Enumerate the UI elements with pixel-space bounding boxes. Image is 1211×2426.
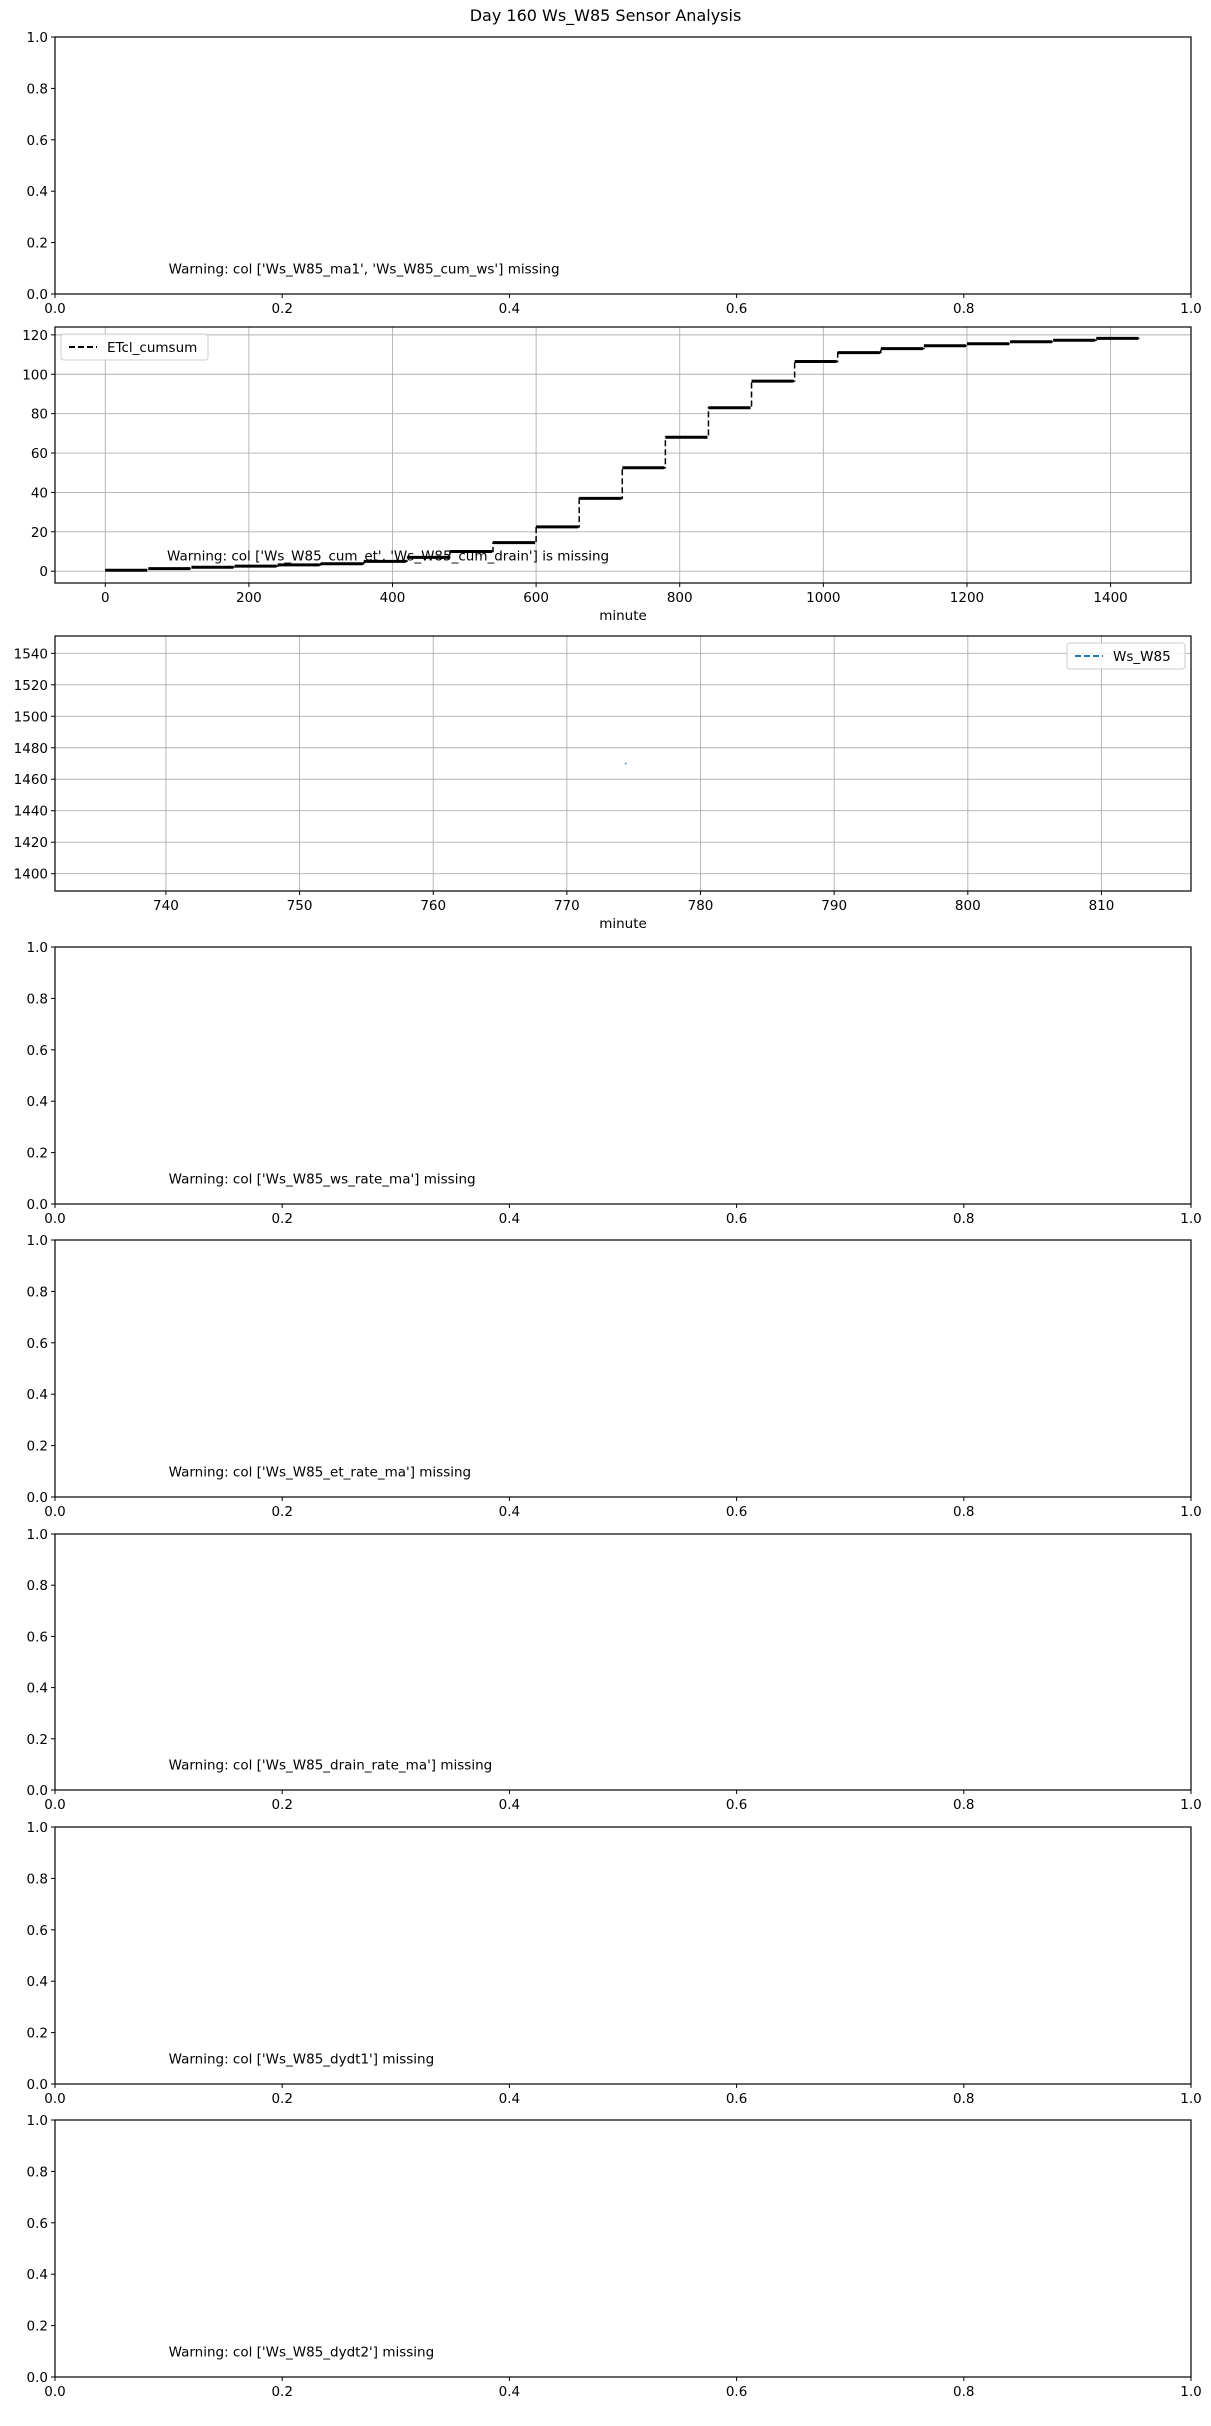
svg-text:0.0: 0.0 (26, 1490, 48, 1506)
svg-text:740: 740 (153, 898, 179, 914)
svg-text:0.8: 0.8 (953, 2091, 975, 2107)
svg-text:0.2: 0.2 (271, 1797, 293, 1813)
svg-text:0.6: 0.6 (26, 2215, 48, 2232)
svg-text:1500: 1500 (13, 709, 48, 726)
svg-text:0.2: 0.2 (271, 2384, 293, 2400)
svg-text:80: 80 (30, 406, 48, 423)
svg-text:800: 800 (666, 590, 693, 606)
axes-frame (55, 2120, 1191, 2377)
svg-text:1200: 1200 (949, 590, 985, 606)
svg-text:0.2: 0.2 (271, 1504, 293, 1520)
chart-svg (0, 626, 1211, 936)
chart-svg (0, 2110, 1211, 2422)
svg-text:0: 0 (39, 564, 48, 581)
svg-text:0.4: 0.4 (26, 184, 48, 201)
svg-text:1.0: 1.0 (1180, 2384, 1202, 2400)
svg-text:1540: 1540 (13, 646, 48, 663)
svg-text:0.2: 0.2 (26, 2318, 48, 2335)
svg-text:1420: 1420 (13, 835, 48, 852)
svg-text:0.8: 0.8 (953, 301, 975, 317)
ws-w85-point (625, 763, 627, 765)
svg-text:800: 800 (954, 898, 981, 914)
axes-frame (55, 1240, 1191, 1497)
svg-text:1460: 1460 (13, 772, 48, 789)
svg-text:0.2: 0.2 (271, 301, 293, 317)
svg-text:0.4: 0.4 (498, 1797, 521, 1813)
svg-text:60: 60 (30, 446, 48, 463)
svg-text:0.2: 0.2 (26, 1438, 48, 1455)
svg-text:1.0: 1.0 (1180, 1211, 1202, 1227)
panel-ws-ma-cum-ws (0, 27, 1211, 339)
chart-svg (0, 27, 1211, 339)
svg-text:770: 770 (553, 898, 580, 914)
svg-text:0.0: 0.0 (44, 1211, 66, 1227)
chart-svg (0, 1230, 1211, 1542)
svg-text:0.0: 0.0 (44, 2384, 66, 2400)
panel-ws-w85 (0, 626, 1211, 936)
svg-text:0.0: 0.0 (26, 287, 48, 303)
etcl-cumsum-line (105, 338, 1139, 570)
svg-text:0.8: 0.8 (26, 1284, 48, 1301)
svg-text:0.4: 0.4 (26, 1387, 48, 1404)
svg-text:600: 600 (523, 590, 550, 606)
svg-text:810: 810 (1088, 898, 1115, 914)
chart-svg (0, 1817, 1211, 2129)
legend-label: ETcl_cumsum (107, 340, 198, 356)
warning-annotation: Warning: col ['Ws_W85_dydt2'] missing (168, 2344, 435, 2361)
svg-text:0.0: 0.0 (44, 2091, 66, 2107)
svg-text:0.8: 0.8 (26, 81, 48, 98)
svg-text:0.4: 0.4 (498, 2091, 521, 2107)
legend-label: Ws_W85 (1113, 649, 1171, 665)
svg-text:0.2: 0.2 (26, 1145, 48, 1162)
svg-text:0.6: 0.6 (26, 1335, 48, 1352)
svg-text:0.0: 0.0 (44, 1504, 66, 1520)
svg-text:400: 400 (379, 590, 406, 606)
svg-text:0.8: 0.8 (953, 1211, 975, 1227)
legend (61, 334, 208, 360)
svg-text:20: 20 (30, 524, 48, 541)
svg-text:0.8: 0.8 (953, 1504, 975, 1520)
svg-text:0.0: 0.0 (26, 2077, 48, 2093)
svg-text:1.0: 1.0 (26, 1233, 48, 1249)
svg-text:0.6: 0.6 (725, 2384, 748, 2400)
svg-text:0.6: 0.6 (725, 1211, 748, 1227)
svg-text:0.4: 0.4 (498, 2384, 521, 2400)
svg-text:0.6: 0.6 (725, 2091, 748, 2107)
svg-text:780: 780 (687, 898, 714, 914)
warning-annotation: Warning: col ['Ws_W85_et_rate_ma'] missing (168, 1464, 472, 1481)
svg-text:0.2: 0.2 (271, 1211, 293, 1227)
chart-svg (0, 937, 1211, 1249)
svg-text:0.0: 0.0 (44, 1797, 66, 1813)
svg-text:0.6: 0.6 (26, 132, 48, 149)
svg-text:0.8: 0.8 (26, 1871, 48, 1888)
svg-text:1.0: 1.0 (26, 1527, 48, 1543)
svg-text:0.4: 0.4 (498, 301, 521, 317)
svg-text:1520: 1520 (13, 677, 48, 694)
svg-text:0.4: 0.4 (498, 1504, 521, 1520)
svg-text:1400: 1400 (1093, 590, 1128, 606)
warning-annotation: Warning: col ['Ws_W85_ws_rate_ma'] missing (168, 1171, 476, 1188)
svg-text:100: 100 (22, 367, 48, 384)
panel-dydt1 (0, 1817, 1211, 2129)
warning-annotation: Warning: col ['Ws_W85_cum_et', 'Ws_W85_cum_drain'] is missing (167, 548, 610, 565)
svg-text:0: 0 (100, 590, 110, 606)
data-series (105, 338, 1139, 570)
svg-text:0.6: 0.6 (26, 1922, 48, 1939)
svg-text:120: 120 (22, 327, 48, 344)
svg-text:1.0: 1.0 (26, 30, 48, 46)
panel-ws-rate-ma (0, 937, 1211, 1249)
axes-frame (55, 1827, 1191, 2084)
legend (1067, 643, 1185, 669)
svg-text:0.4: 0.4 (26, 2267, 48, 2284)
svg-text:0.4: 0.4 (498, 1211, 521, 1227)
svg-text:0.4: 0.4 (26, 1094, 48, 1111)
svg-text:200: 200 (235, 590, 262, 606)
axes-frame (55, 947, 1191, 1204)
axes-frame (55, 37, 1191, 294)
panel-drain-rate-ma (0, 1524, 1211, 1835)
x-axis-label: minute (599, 916, 647, 932)
svg-text:0.6: 0.6 (725, 1797, 748, 1813)
warning-annotation: Warning: col ['Ws_W85_drain_rate_ma'] missing (168, 1757, 493, 1774)
svg-text:0.2: 0.2 (26, 1731, 48, 1748)
svg-text:750: 750 (286, 898, 313, 914)
svg-text:1.0: 1.0 (1180, 301, 1202, 317)
svg-text:0.8: 0.8 (26, 991, 48, 1008)
warning-annotation: Warning: col ['Ws_W85_ma1', 'Ws_W85_cum_ws'] missing (168, 261, 560, 278)
x-axis-label: minute (599, 608, 647, 624)
svg-text:0.0: 0.0 (26, 1197, 48, 1213)
svg-text:0.2: 0.2 (271, 2091, 293, 2107)
svg-text:790: 790 (821, 898, 848, 914)
svg-text:0.8: 0.8 (26, 1578, 48, 1595)
svg-text:1.0: 1.0 (1180, 1797, 1202, 1813)
axes-frame (55, 636, 1191, 891)
svg-text:0.2: 0.2 (26, 235, 48, 252)
svg-text:0.6: 0.6 (26, 1629, 48, 1646)
chart-svg (0, 317, 1211, 628)
svg-text:0.8: 0.8 (953, 1797, 975, 1813)
figure-title: Day 160 Ws_W85 Sensor Analysis (469, 6, 742, 25)
svg-text:0.0: 0.0 (26, 2370, 48, 2386)
panel-dydt2 (0, 2110, 1211, 2422)
panel-et-rate-ma (0, 1230, 1211, 1542)
svg-text:1400: 1400 (13, 866, 48, 883)
warning-annotation: Warning: col ['Ws_W85_dydt1'] missing (168, 2051, 435, 2068)
svg-text:1.0: 1.0 (26, 2113, 48, 2129)
svg-text:0.4: 0.4 (26, 1680, 48, 1697)
data-series (625, 763, 627, 765)
svg-text:1480: 1480 (13, 740, 48, 757)
axes-frame (55, 1534, 1191, 1790)
chart-svg (0, 1524, 1211, 1835)
svg-text:1000: 1000 (806, 590, 841, 606)
svg-text:1440: 1440 (13, 803, 48, 820)
svg-text:760: 760 (420, 898, 447, 914)
svg-text:0.6: 0.6 (725, 301, 748, 317)
panel-etcl-cumsum (0, 317, 1211, 628)
svg-text:1.0: 1.0 (1180, 2091, 1202, 2107)
svg-text:1.0: 1.0 (1180, 1504, 1202, 1520)
svg-text:1.0: 1.0 (26, 940, 48, 956)
svg-text:0.0: 0.0 (26, 1783, 48, 1799)
svg-text:0.4: 0.4 (26, 1974, 48, 1991)
grid-lines (55, 636, 1191, 891)
axes-frame (55, 327, 1191, 583)
svg-text:0.2: 0.2 (26, 2025, 48, 2042)
svg-text:0.8: 0.8 (26, 2164, 48, 2181)
svg-text:0.6: 0.6 (725, 1504, 748, 1520)
svg-text:0.0: 0.0 (44, 301, 66, 317)
grid-lines (55, 327, 1191, 583)
svg-text:40: 40 (30, 485, 48, 502)
svg-text:1.0: 1.0 (26, 1820, 48, 1836)
svg-text:0.8: 0.8 (953, 2384, 975, 2400)
svg-text:0.6: 0.6 (26, 1042, 48, 1059)
